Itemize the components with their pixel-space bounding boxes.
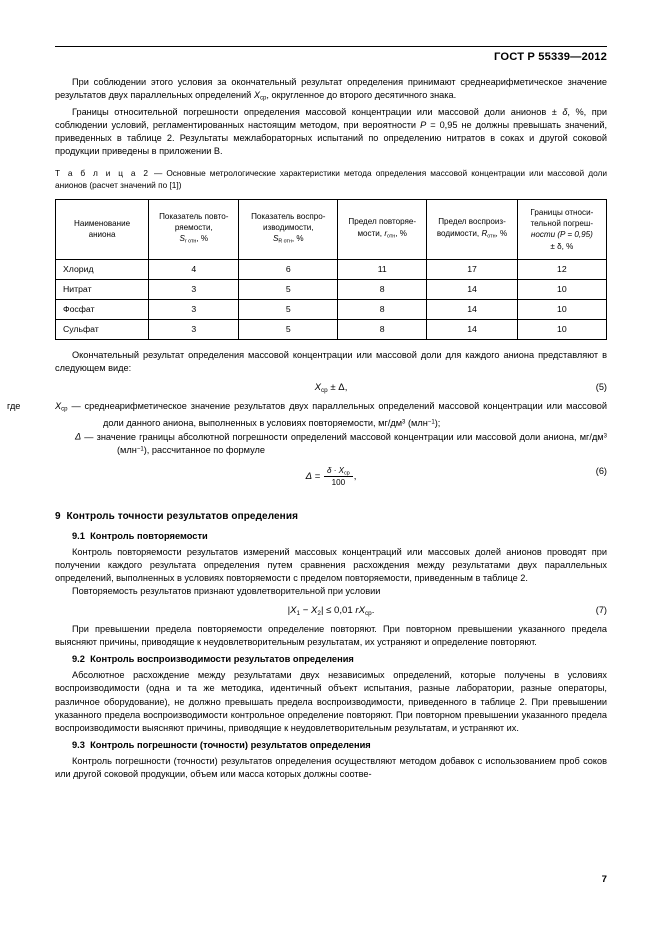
section-9-number: 9 <box>55 511 61 523</box>
col-header-sr-line2: ряемости, <box>174 222 213 232</box>
col-header-anion-name <box>56 199 149 259</box>
col-header-R-line1: Предел воспроиз- <box>438 217 506 227</box>
col-header-r-line1: Предел повторяе- <box>348 217 417 227</box>
section-9-heading <box>55 511 607 522</box>
cell-anion-name: Фосфат <box>56 299 149 319</box>
col-header-err-line3: ности (P = 0,95) <box>530 230 593 240</box>
section-93-heading <box>55 740 607 750</box>
sR-symbol: S <box>272 234 279 244</box>
x-avg-subscript: ср <box>259 95 267 102</box>
sR-unit: , % <box>291 234 304 244</box>
r-symbol: r <box>384 228 388 238</box>
cell-sr: 3 <box>149 319 239 339</box>
formula-7 <box>55 605 607 617</box>
col-header-err-line1: Границы относи- <box>530 207 594 217</box>
col-header-repeatability-index <box>149 199 239 259</box>
where-xavg-subscript: ср <box>61 406 68 413</box>
table-caption-text: Основные метрологические характеристики метода определения массовой концентрации или массовой доли анионов (расчет значений по [1]) <box>55 168 607 191</box>
cell-anion-name: Нитрат <box>56 279 149 299</box>
formula-6-body: Δ = $\frac{\delta \cdot X_{ср}}{100}$ , <box>305 465 357 487</box>
col-header-R-line2: водимости, <box>436 228 482 238</box>
col-header-anion-name-line2: аниона <box>88 230 116 240</box>
table-body <box>56 259 607 339</box>
cell-delta: 10 <box>517 299 606 319</box>
section-92-heading <box>55 654 607 664</box>
table-caption-dash: — <box>149 168 167 179</box>
metrology-characteristics-table <box>55 199 607 340</box>
cell-sR: 6 <box>239 259 338 279</box>
r-unit: , % <box>395 228 407 238</box>
formula-5-number: (5) <box>595 382 607 393</box>
where-xavg-text: — среднеарифметическое значение результатов двух параллельных определений массовой концентрации или массовой доли данного аниона, выполненных в условиях повторяемости, $мг/дм^3$ (млн$^{-1}$); <box>67 400 607 429</box>
cell-delta: 12 <box>517 259 606 279</box>
table-row <box>56 259 607 279</box>
sr-subscript: r отн <box>184 238 197 245</box>
section-93-paragraph-1: Контроль погрешности (точности) результатов определения осуществляют методом добавок с использованием проб соков или другой соковой продукции, объем или масса которых должны соотве- <box>55 755 607 779</box>
col-header-anion-name-line1: Наименование <box>74 218 131 228</box>
sR-subscript: R отн <box>278 238 292 245</box>
formula-6 <box>55 466 607 488</box>
formula-7-body: $|X_1 - X_2| \le 0,01$ $rX_{ср}$. <box>287 605 375 618</box>
section-91-heading <box>55 531 607 541</box>
table-caption-label: Т а б л и ц а 2 <box>55 168 150 179</box>
formula-6-fraction <box>324 466 353 488</box>
R-unit: , % <box>495 228 508 238</box>
cell-sR: 5 <box>239 319 338 339</box>
intro-p2-part-c: = 0,95 не должны превышать значений, приведенных в таблице 2. Результаты межлабораторных испытаний по определению нитратов в соках и другой соковой продукции приведены в приложении В. <box>55 119 608 157</box>
cell-sr: 3 <box>149 279 239 299</box>
cell-R-limit: 14 <box>427 319 517 339</box>
section-93-title: Контроль погрешности (точности) результатов определения <box>90 739 371 750</box>
table-row <box>56 279 607 299</box>
cell-r-limit: 8 <box>338 279 427 299</box>
after-table-paragraph-1: Окончательный результат определения массовой концентрации или массовой доли для каждого аниона представляют в следующем виде: <box>55 349 607 373</box>
intro-p1-part-b: , округленное до второго десятичного знака. <box>266 90 457 101</box>
section-91-paragraph-1: Контроль повторяемости результатов измерений массовых концентраций или массовых долей анионов проводят при получении каждого результата определения путем сравнения расхождения между результатами двух параллельных определений, выполненных в условиях повторяемости с пределом повторяемости, приведенным в таблице 2. <box>55 547 607 584</box>
where-item-delta <box>55 430 607 457</box>
table-row <box>56 299 607 319</box>
x-avg-variable: X <box>253 90 260 101</box>
where-delta-text: — значение границы абсолютной погрешности определений массовой концентрации или массовой доли аниона, $мг/дм^3$ (млн$^{-1}$), рассчитанное по формуле <box>81 431 607 456</box>
delta-symbol: δ <box>562 106 568 117</box>
col-header-err-line2: тельной погреш- <box>530 218 594 228</box>
cell-R-limit: 14 <box>427 279 517 299</box>
cell-sr: 3 <box>149 299 239 319</box>
section-93-number: 9.3 <box>72 739 85 750</box>
where-delta-symbol: Δ <box>75 431 82 442</box>
section-91-number: 9.1 <box>72 531 85 542</box>
intro-paragraph-2 <box>55 106 607 158</box>
col-header-repeatability-limit <box>338 199 427 259</box>
formula-5-body: $X_{ср} \pm \Delta$, <box>314 382 348 394</box>
col-header-sr-line1: Показатель повто- <box>159 211 229 221</box>
section-92-title: Контроль воспроизводимости результатов определения <box>90 654 354 665</box>
cell-anion-name: Хлорид <box>56 259 149 279</box>
where-definitions <box>7 400 607 458</box>
section-92-paragraph-1: Абсолютное расхождение между результатами двух независимых определений, которые получены в условиях воспроизводимости (одна и та же методика, идентичный объект испытания, разные лаборатории, разные операторы, различное оборудование), не должно превышать предела воспроизводимости, приведенного в таблице 2. При превышении указанного предела воспроизводимости контрольное определение повторяют. При повторном превышении указанного предела воспроизводимости выясняют причины, приводящие к неудовлетворительным результатам, и устраняют их. <box>55 670 607 733</box>
table-header-row-group <box>56 199 607 259</box>
cell-delta: 10 <box>517 279 606 299</box>
col-header-r-line2: мости, <box>357 228 385 238</box>
formula-5 <box>55 382 607 394</box>
page-number: 7 <box>601 874 607 885</box>
cell-anion-name: Сульфат <box>56 319 149 339</box>
table-caption <box>55 167 607 191</box>
col-header-err-line4: ± δ, % <box>550 241 574 251</box>
where-xavg-symbol: X <box>55 400 62 411</box>
cell-r-limit: 8 <box>338 299 427 319</box>
table-header-row <box>56 199 607 259</box>
col-header-sR-line1: Показатель воспро- <box>251 211 326 221</box>
table-row <box>56 319 607 339</box>
formula-6-number: (6) <box>595 465 607 476</box>
sr-symbol: S <box>179 234 185 244</box>
intro-p2-part-b: , %, при соблюдении условий, регламентированных настоящим методом, при вероятности <box>55 106 607 130</box>
r-subscript: отн <box>387 232 396 239</box>
section-91-paragraph-2: Повторяемость результатов признают удовлетворительной при условии <box>72 586 381 597</box>
intro-p2-part-a: Границы относительной погрешности определения массовой концентрации или массовой доли анионов ± <box>72 106 563 117</box>
R-symbol: R <box>481 228 488 238</box>
cell-sR: 5 <box>239 299 338 319</box>
intro-paragraph-1 <box>55 76 607 106</box>
formula-6-denominator: 100 <box>331 477 346 487</box>
page-content <box>7 45 608 885</box>
intro-p1-part-a: При соблюдении этого условия за окончательный результат определения принимают среднеарифметическое значение результатов двух параллельных определений <box>55 77 607 101</box>
header-rule <box>55 46 607 47</box>
cell-R-limit: 14 <box>427 299 517 319</box>
sr-unit: , % <box>196 234 209 244</box>
standard-number: ГОСТ Р 55339—2012 <box>494 51 607 63</box>
section-91-title: Контроль повторяемости <box>90 531 208 542</box>
formula-7-number: (7) <box>595 605 607 616</box>
where-item-xavg: где $X_{ср}$ — среднеарифметическое значение результатов двух параллельных определений массовой концентрации или массовой доли данного аниона, выполненных в условиях повторяемости, $мг/дм^3$ (млн$^{-1}$); <box>7 400 607 429</box>
probability-variable: P <box>420 119 427 130</box>
cell-sR: 5 <box>239 279 338 299</box>
cell-delta: 10 <box>517 319 606 339</box>
formula-6-trail: , <box>353 470 357 482</box>
col-header-relative-error-limits <box>517 199 606 259</box>
cell-sr: 4 <box>149 259 239 279</box>
R-subscript: отн <box>487 232 496 239</box>
section-91-paragraph-3: При превышении предела повторяемости определение повторяют. При повторном превышении указанного предела выясняют причины, приводящие к неудовлетворительным результатам, их устраняют и определение повторяют. <box>55 624 607 648</box>
section-9-title: Контроль точности результатов определения <box>66 511 298 523</box>
cell-r-limit: 8 <box>338 319 427 339</box>
col-header-reproducibility-limit <box>427 199 517 259</box>
col-header-reproducibility-index <box>239 199 338 259</box>
running-header <box>55 45 607 71</box>
formula-6-numerator: $\delta \cdot X_{ср}$ <box>324 466 353 478</box>
cell-R-limit: 17 <box>427 259 517 279</box>
section-92-number: 9.2 <box>72 654 85 665</box>
cell-r-limit: 11 <box>338 259 427 279</box>
col-header-sR-line2: изводимости, <box>262 222 314 232</box>
